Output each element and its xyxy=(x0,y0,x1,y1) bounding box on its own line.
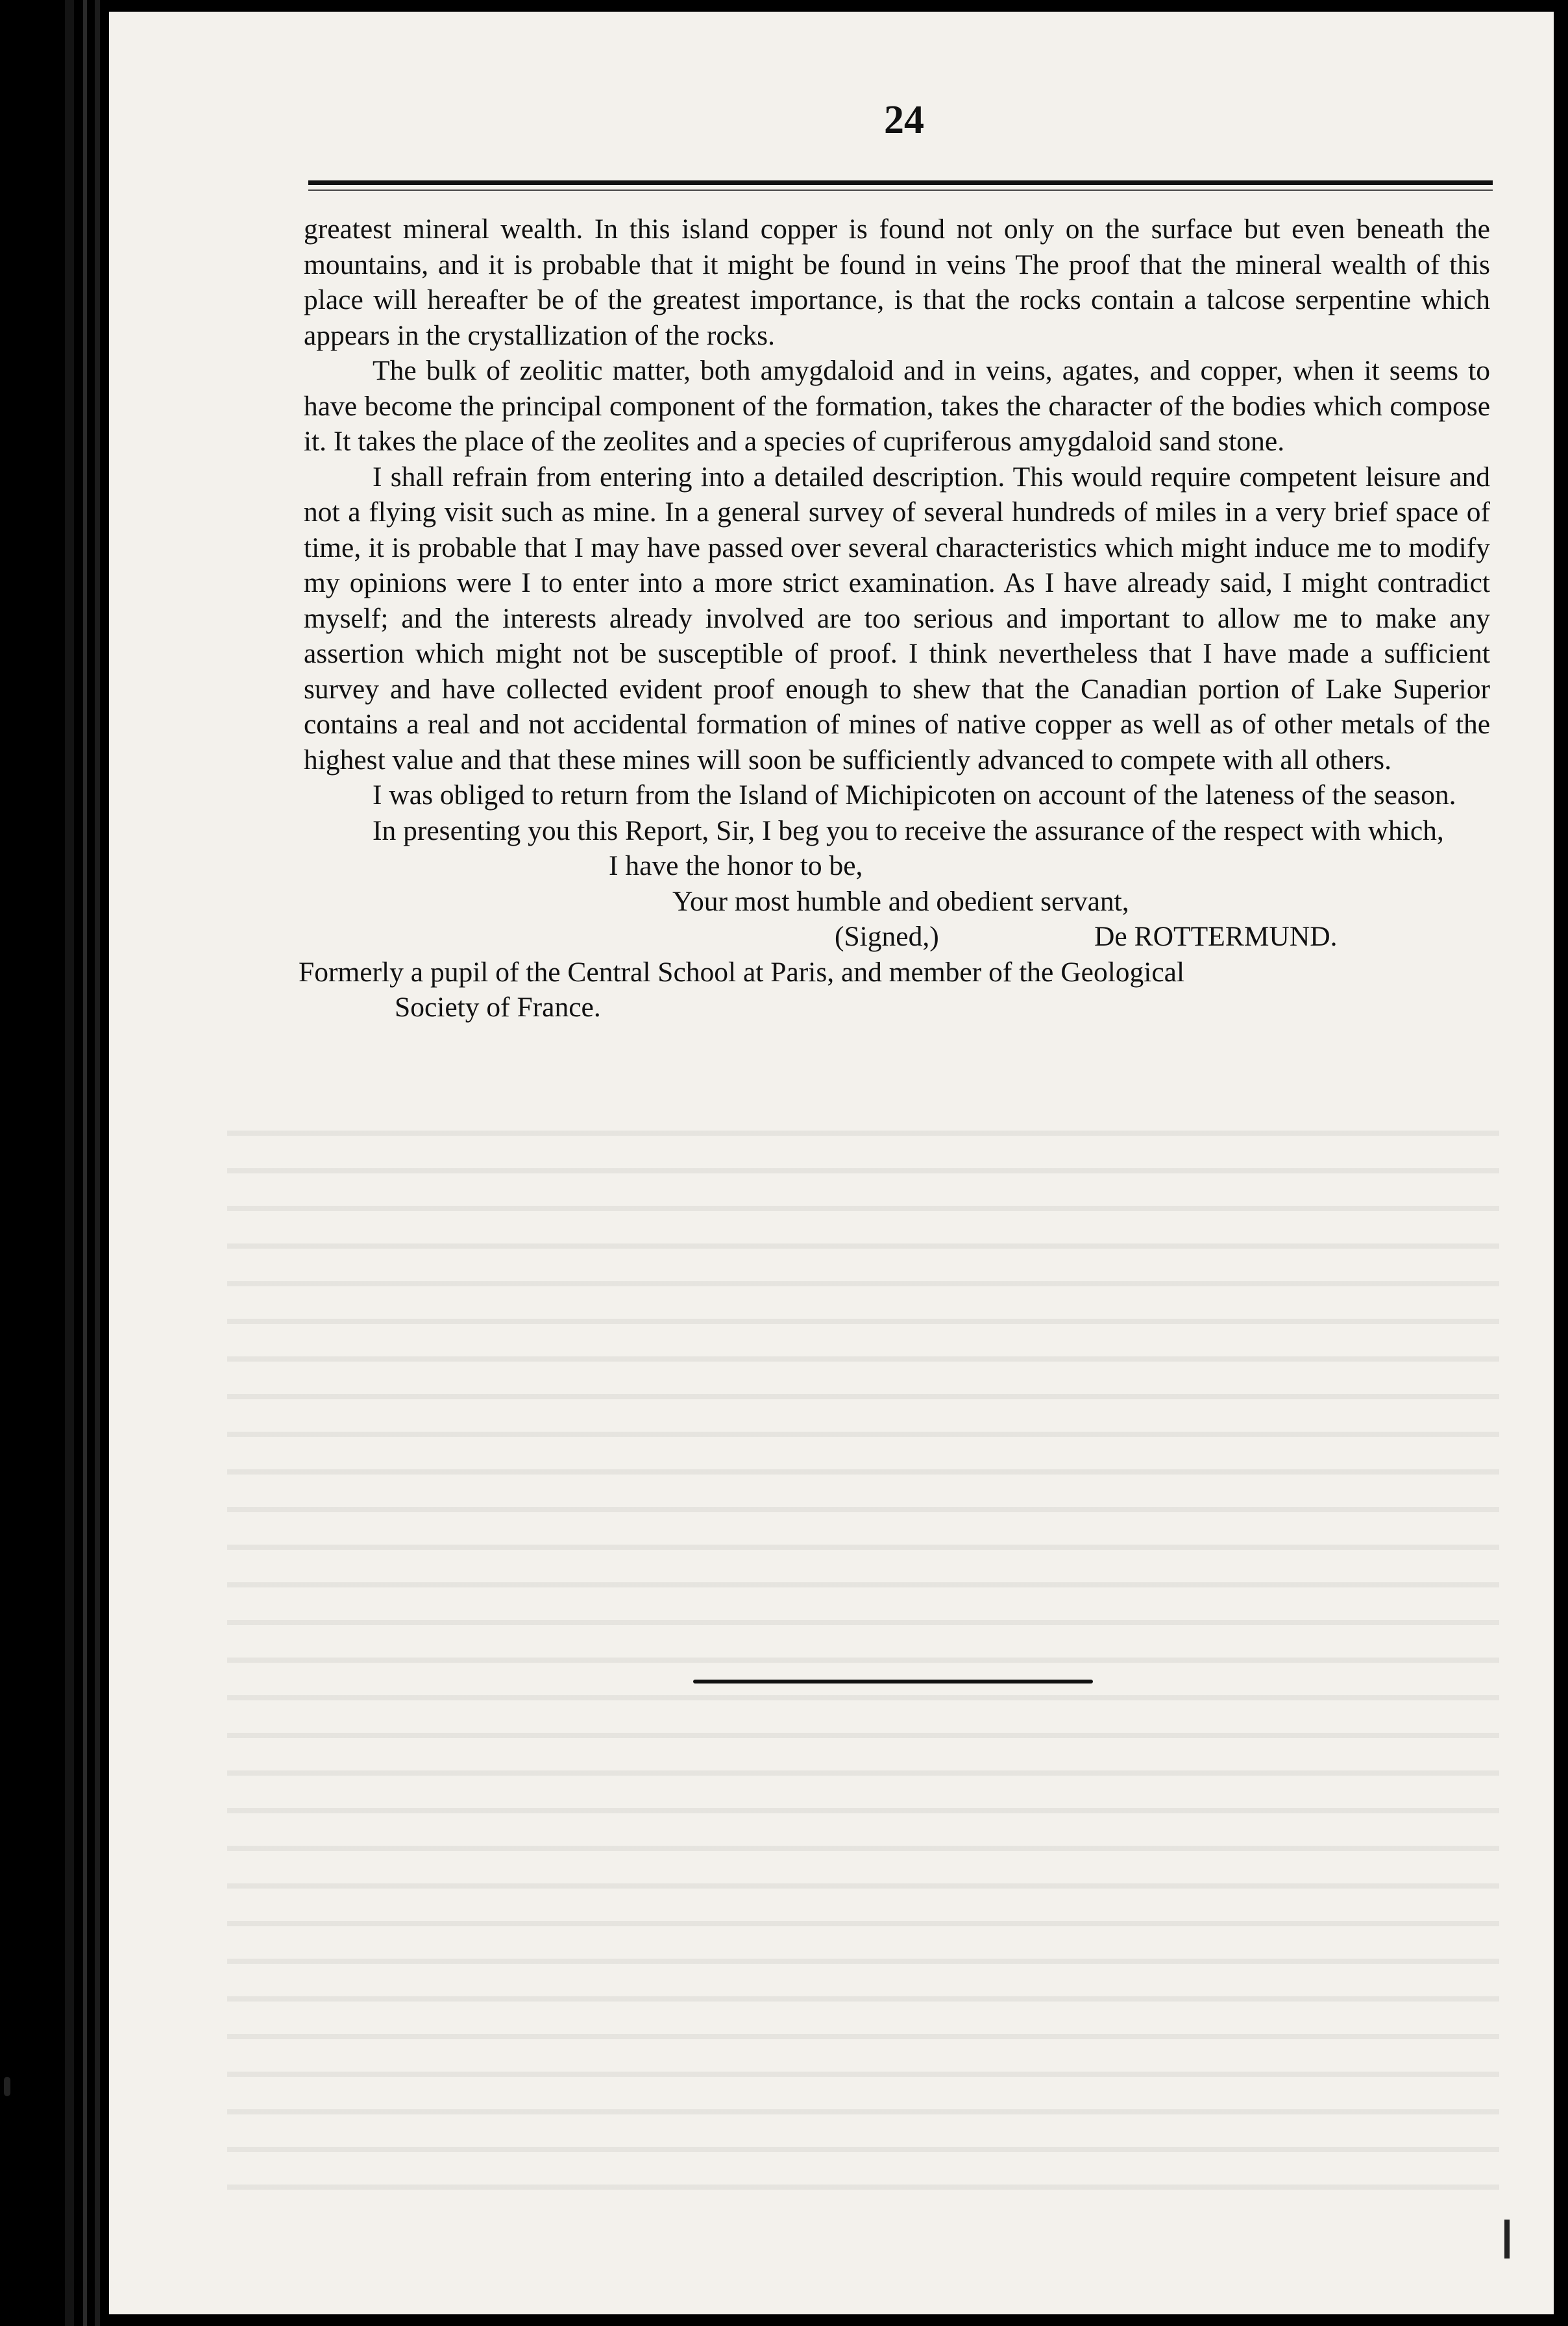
paragraph: The bulk of zeolitic matter, both amygdaloid and in veins, agates, and copper, when it seems to have become the principal component of the formation, takes the character of the bodies which compose it. It takes the place of the zeolites and a species of cupriferous amygdaloid sand stone. xyxy=(304,355,1490,457)
signatory-name: De ROTTERMUND. xyxy=(1094,921,1338,952)
closing-honor-line: I have the honor to be, xyxy=(609,850,863,881)
paragraph: I was obliged to return from the Island of Michipicoten on account of the lateness of the season. xyxy=(373,779,1456,811)
letter-body xyxy=(299,212,1490,1025)
binding-edge xyxy=(65,0,74,2326)
paragraph: In presenting you this Report, Sir, I beg you to receive the assurance of the respect with which, xyxy=(373,814,1444,846)
header-rule-thin xyxy=(308,190,1493,191)
binding-edge xyxy=(83,0,87,2326)
signed-label: (Signed,) xyxy=(835,921,939,952)
affiliation-line: Society of France. xyxy=(395,992,601,1023)
edge-mark xyxy=(1504,2220,1510,2259)
signature-line xyxy=(304,919,1490,955)
paragraph: greatest mineral wealth. In this island copper is found not only on the surface but even beneath the mountains, and it is probable that it might be found in veins The proof that the mineral wealth of this place will hereafter be of the greatest importance, is that the rocks contain a talcose serpentine which appears in the crystallization of the rocks. xyxy=(304,214,1490,351)
page-number: 24 xyxy=(884,98,924,142)
binding-edge xyxy=(95,0,100,2326)
header-rule xyxy=(308,180,1493,185)
end-rule xyxy=(693,1680,1093,1683)
paragraph: I shall refrain from entering into a detailed description. This would require competent leisure and not a flying visit such as mine. In a general survey of several hundreds of miles in a very brief space of time, it is probable that I may have passed over several characteristics which might induce me to modify my opinions were I to enter into a more strict examination. As I have already said, I might contradict myself; and the interests already involved are too serious and important to allow me to make any assertion which might not be susceptible of proof. I think nevertheless that I have made a sufficient survey and have collected evident proof enough to shew that the Canadian portion of Lake Superior contains a real and not accidental formation of mines of native copper as well as of other metals of the highest value and that these mines will soon be sufficiently advanced to compete with all others. xyxy=(304,461,1490,776)
closing-servant-line: Your most humble and obedient servant, xyxy=(672,885,1129,917)
affiliation-line: Formerly a pupil of the Central School at Paris, and member of the Geological xyxy=(299,956,1185,988)
show-through-text xyxy=(227,1116,1499,2220)
edge-mark xyxy=(4,2077,10,2096)
